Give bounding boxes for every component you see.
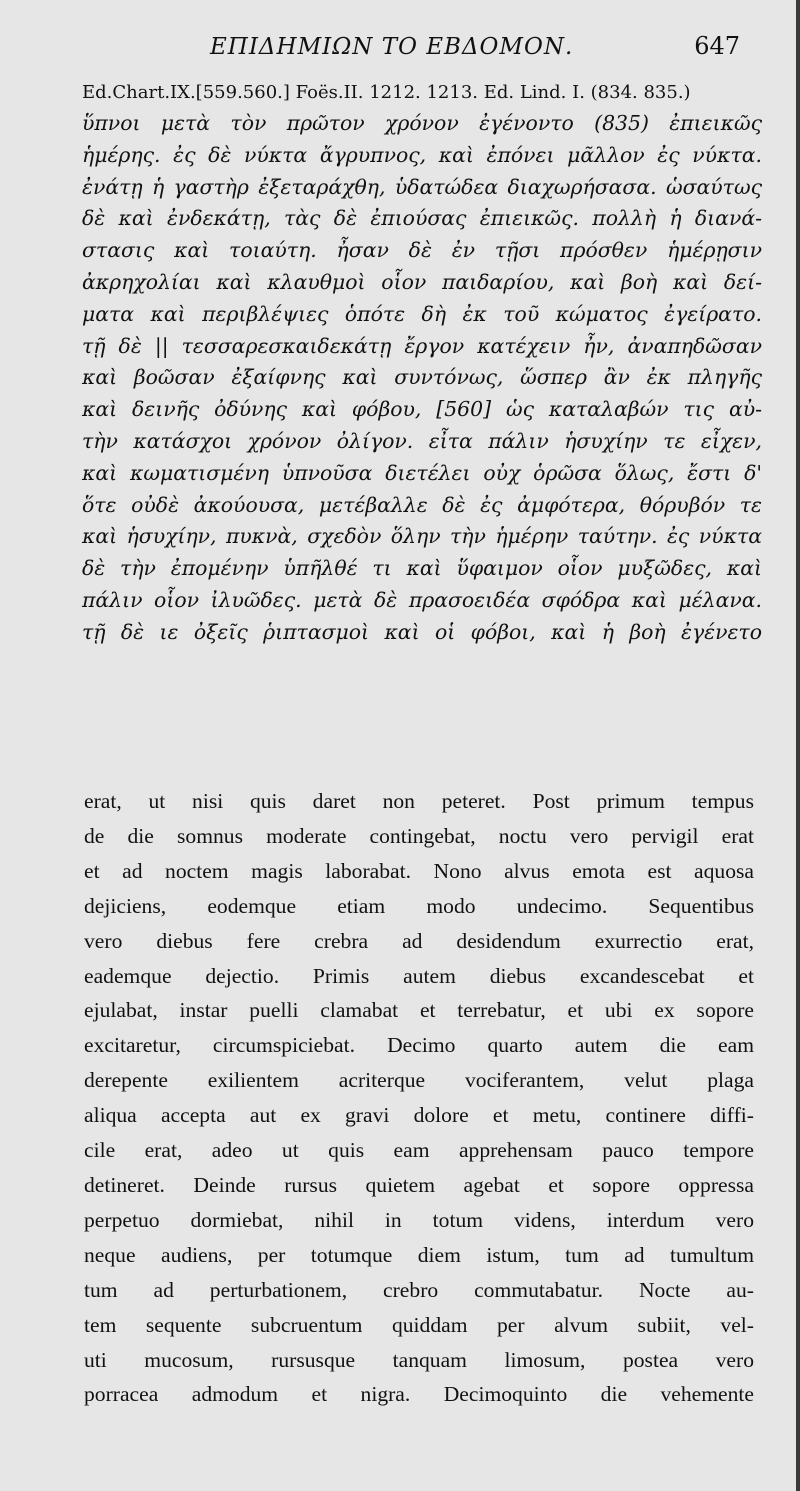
latin-line: tem sequente subcruentum quiddam per alvum subiit, vel- xyxy=(84,1312,754,1337)
greek-line: δὲ καὶ ἐνδεκάτῃ, τὰς δὲ ἐπιούσας ἐπιεικῶς. πολλὴ ἡ διανά- xyxy=(82,206,762,231)
greek-line: ἐνάτῃ ἡ γαστὴρ ἐξεταράχθη, ὑδατώδεα διαχωρήσασα. ὡσαύτως xyxy=(82,174,762,199)
latin-line: ejulabat, instar puelli clamabat et terrebatur, et ubi ex sopore xyxy=(84,998,754,1023)
page-header xyxy=(180,32,740,72)
latin-line: et ad noctem magis laborabat. Nono alvus emota est aquosa xyxy=(84,858,754,883)
latin-line: cile erat, adeo ut quis eam apprehensam pauco tempore xyxy=(84,1138,754,1163)
greek-line: καὶ κωματισμένη ὑπνοῦσα διετέλει οὐχ ὁρῶσα ὅλως, ἔστι δ' xyxy=(82,460,762,485)
greek-line: στασις καὶ τοιαύτη. ἦσαν δὲ ἐν τῇσι πρόσθεν ἡμέρῃσιν xyxy=(82,238,762,263)
greek-line: δὲ τὴν ἐπομένην ὑπῆλθέ τι καὶ ὕφαιμον οἷον μυξῶδες, καὶ xyxy=(82,556,762,581)
greek-line: ὅτε οὐδὲ ἀκούουσα, μετέβαλλε δὲ ἐς ἀμφότερα, θόρυβόν τε xyxy=(82,492,762,517)
latin-line: aliqua accepta aut ex gravi dolore et metu, continere diffi- xyxy=(84,1103,754,1128)
latin-line: neque audiens, per totumque diem istum, tum ad tumultum xyxy=(84,1242,754,1267)
greek-line: τῇ δὲ ιε ὀξεῖς ῥιπτασμοὶ καὶ οἱ φόβοι, καὶ ἡ βοὴ ἐγένετο xyxy=(82,619,762,644)
greek-text-block xyxy=(82,108,762,649)
latin-line: excitaretur, circumspiciebat. Decimo quarto autem die eam xyxy=(84,1033,754,1058)
page-number: 647 xyxy=(694,32,740,60)
greek-line: ὕπνοι μετὰ τὸν πρῶτον χρόνον ἐγένοντο (835) ἐπιεικῶς xyxy=(82,111,762,135)
greek-line: ματα καὶ περιβλέψιες ὁπότε δὴ ἐκ τοῦ κώματος ἐγείρατο. xyxy=(82,301,762,326)
latin-line: perpetuo dormiebat, nihil in totum videns, interdum vero xyxy=(84,1207,754,1232)
latin-line: detineret. Deinde rursus quietem agebat et sopore oppressa xyxy=(84,1172,754,1197)
greek-line: καὶ βοῶσαν ἐξαίφνης καὶ συντόνως, ὥσπερ ἂν ἐκ πληγῆς xyxy=(82,365,762,390)
greek-line: τὴν κατάσχοι χρόνον ὀλίγον. εἶτα πάλιν ἡσυχίην τε εἶχεν, xyxy=(82,428,762,453)
latin-line: de die somnus moderate contingebat, noctu vero pervigil erat xyxy=(84,823,754,848)
latin-line: erat, ut nisi quis daret non peteret. Post primum tempus xyxy=(84,789,754,813)
greek-line: ἡμέρης. ἐς δὲ νύκτα ἄγρυπνος, καὶ ἐπόνει μᾶλλον ἐς νύκτα. xyxy=(82,142,762,167)
latin-line: eademque dejectio. Primis autem diebus excandescebat et xyxy=(84,963,754,988)
page-edge-shadow xyxy=(796,0,800,1491)
greek-line: ἀκρηχολίαι καὶ κλαυθμοὶ οἷον παιδαρίου, καὶ βοὴ καὶ δεί- xyxy=(82,269,762,294)
greek-line: τῇ δὲ || τεσσαρεσκαιδεκάτῃ ἔργον κατέχειν ἦν, ἀναπηδῶσαν xyxy=(82,333,762,358)
latin-line: tum ad perturbationem, crebro commutabatur. Nocte au- xyxy=(84,1277,754,1302)
latin-line: dejiciens, eodemque etiam modo undecimo. Sequentibus xyxy=(84,893,754,918)
latin-line: derepente exilientem acriterque vociferantem, velut plaga xyxy=(84,1068,754,1093)
edition-reference-line: Ed.Chart.IX.[559.560.] Foës.II. 1212. 1213. Ed. Lind. I. (834. 835.) xyxy=(82,82,691,103)
latin-line: porracea admodum et nigra. Decimoquinto die vehemente xyxy=(84,1382,754,1407)
latin-line: uti mucosum, rursusque tanquam limosum, postea vero xyxy=(84,1347,754,1372)
latin-line: vero diebus fere crebra ad desidendum exurrectio erat, xyxy=(84,928,754,953)
greek-line: καὶ ἡσυχίην, πυκνὰ, σχεδὸν ὅλην τὴν ἡμέρην ταύτην. ἐς νύκτα xyxy=(82,524,762,549)
greek-line: καὶ δεινῆς ὀδύνης καὶ φόβου, [560] ὡς καταλαβών τις αὐ- xyxy=(82,397,762,422)
running-title: ΕΠΙΔΗΜΙΩΝ ΤΟ ΕΒΔΟΜΟΝ. xyxy=(210,34,574,60)
latin-text-block xyxy=(84,784,754,1412)
greek-line: πάλιν οἷον ἰλυῶδες. μετὰ δὲ πρασοειδέα σφόδρα καὶ μέλανα. xyxy=(82,587,762,612)
